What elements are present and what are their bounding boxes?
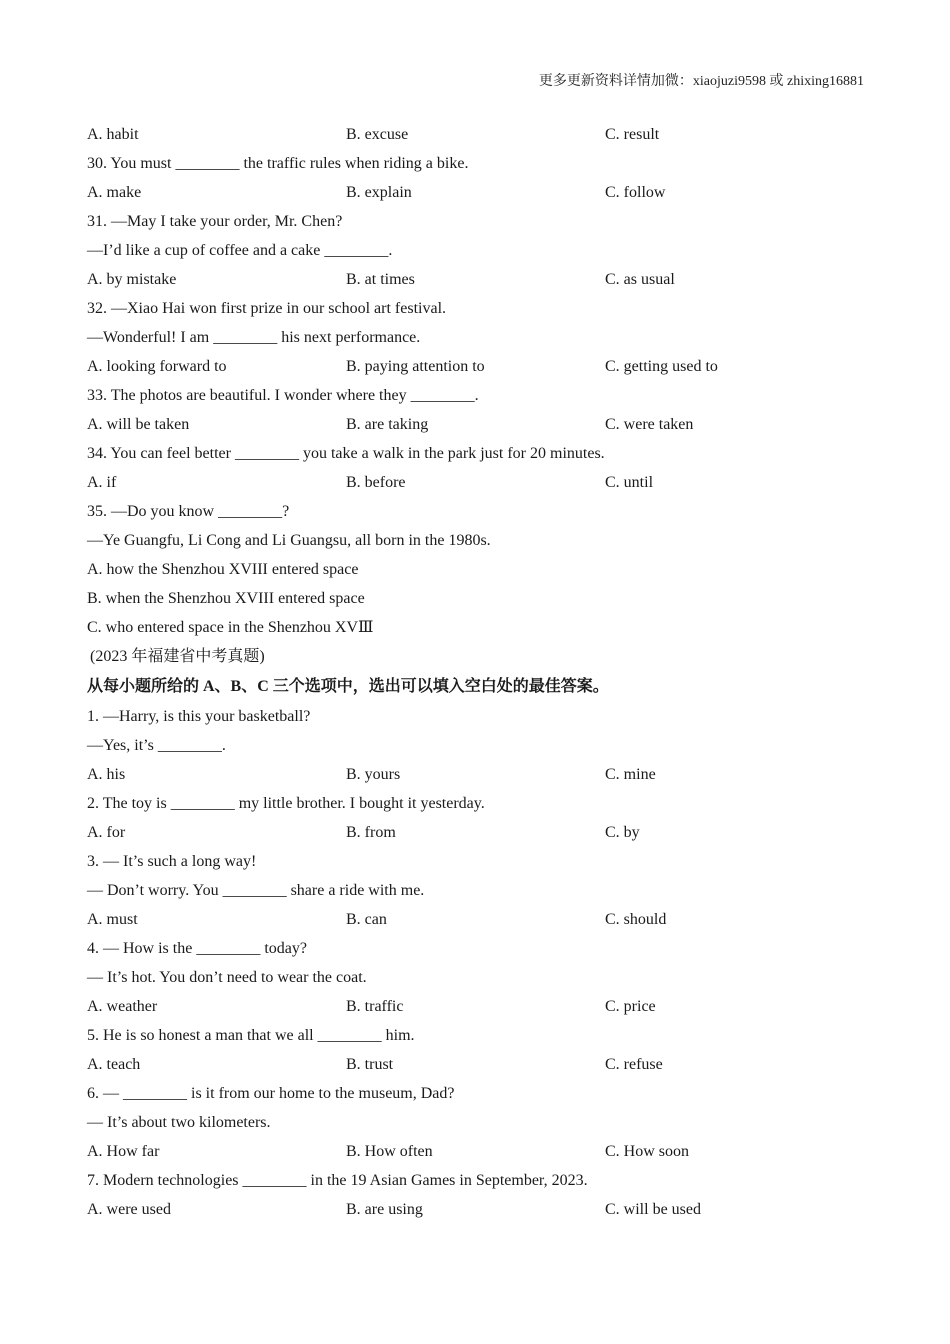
- q30-options: [87, 178, 887, 207]
- question-3-reply: — Don’t worry. You ________ share a ride with me.: [87, 882, 425, 899]
- option-c: C. until: [605, 474, 654, 491]
- q35-option-a: A. how the Shenzhou XVIII entered space: [87, 561, 359, 578]
- option-b: B. yours: [346, 766, 401, 783]
- section-instruction: 从每小题所给的 A、B、C 三个选项中，选出可以填入空白处的最佳答案。: [87, 678, 609, 695]
- question-list: [87, 120, 887, 1224]
- option-b: B. paying attention to: [346, 358, 485, 375]
- option-a: A. his: [87, 766, 126, 783]
- q3-options: [87, 905, 887, 934]
- q34-options: [87, 468, 887, 497]
- option-b: B. trust: [346, 1056, 394, 1073]
- question-3-prompt: 3. — It’s such a long way!: [87, 853, 257, 870]
- option-c: C. refuse: [605, 1056, 663, 1073]
- q6-options: [87, 1137, 887, 1166]
- option-c: C. were taken: [605, 416, 694, 433]
- option-b: B. can: [346, 911, 387, 928]
- q4-options: [87, 992, 887, 1021]
- page-header-note: 更多更新资料详情加微：xiaojuzi9598 或 zhixing16881: [538, 74, 864, 89]
- option-b: B. before: [346, 474, 406, 491]
- option-c: C. should: [605, 911, 667, 928]
- option-b: B. excuse: [346, 126, 409, 143]
- q5-options: [87, 1050, 887, 1079]
- q29-options: [87, 120, 887, 149]
- option-a: A. looking forward to: [87, 358, 227, 375]
- option-a: A. habit: [87, 126, 139, 143]
- q1-options: [87, 760, 887, 789]
- option-b: B. are using: [346, 1201, 423, 1218]
- option-c: C. getting used to: [605, 358, 718, 375]
- option-c: C. price: [605, 998, 656, 1015]
- q32-options: [87, 352, 887, 381]
- q7-options: [87, 1195, 887, 1224]
- option-c: C. follow: [605, 184, 666, 201]
- option-a: A. will be taken: [87, 416, 190, 433]
- question-7: 7. Modern technologies ________ in the 19 Asian Games in September, 2023.: [87, 1172, 588, 1189]
- question-34: 34. You can feel better ________ you take a walk in the park just for 20 minutes.: [87, 445, 605, 462]
- option-b: B. from: [346, 824, 396, 841]
- question-32-reply: —Wonderful! I am ________ his next performance.: [87, 329, 421, 346]
- question-35-prompt: 35. —Do you know ________?: [87, 503, 290, 520]
- option-c: C. by: [605, 824, 640, 841]
- q31-options: [87, 265, 887, 294]
- option-b: B. are taking: [346, 416, 429, 433]
- question-4-reply: — It’s hot. You don’t need to wear the coat.: [87, 969, 367, 986]
- option-a: A. by mistake: [87, 271, 177, 288]
- option-b: B. at times: [346, 271, 415, 288]
- question-2: 2. The toy is ________ my little brother. I bought it yesterday.: [87, 795, 485, 812]
- section-source: (2023 年福建省中考真题): [90, 648, 265, 665]
- question-31-reply: —I’d like a cup of coffee and a cake ________.: [87, 242, 393, 259]
- question-33: 33. The photos are beautiful. I wonder where they ________.: [87, 387, 479, 404]
- question-4-prompt: 4. — How is the ________ today?: [87, 940, 307, 957]
- q35-option-c: C. who entered space in the Shenzhou XVⅢ: [87, 619, 374, 636]
- option-b: B. How often: [346, 1143, 433, 1160]
- option-a: A. How far: [87, 1143, 160, 1160]
- question-1-reply: —Yes, it’s ________.: [87, 737, 226, 754]
- option-a: A. make: [87, 184, 142, 201]
- question-30: 30. You must ________ the traffic rules when riding a bike.: [87, 155, 469, 172]
- q33-options: [87, 410, 887, 439]
- option-a: A. must: [87, 911, 138, 928]
- question-6-reply: — It’s about two kilometers.: [87, 1114, 271, 1131]
- question-31-prompt: 31. —May I take your order, Mr. Chen?: [87, 213, 343, 230]
- q35-option-b: B. when the Shenzhou XVIII entered space: [87, 590, 365, 607]
- question-35-reply: —Ye Guangfu, Li Cong and Li Guangsu, all born in the 1980s.: [87, 532, 491, 549]
- option-c: C. result: [605, 126, 660, 143]
- q2-options: [87, 818, 887, 847]
- option-c: C. as usual: [605, 271, 675, 288]
- option-c: C. How soon: [605, 1143, 690, 1160]
- question-5: 5. He is so honest a man that we all ________ him.: [87, 1027, 415, 1044]
- option-b: B. explain: [346, 184, 412, 201]
- option-c: C. mine: [605, 766, 656, 783]
- question-1-prompt: 1. —Harry, is this your basketball?: [87, 708, 311, 725]
- option-a: A. if: [87, 474, 117, 491]
- option-b: B. traffic: [346, 998, 404, 1015]
- option-a: A. weather: [87, 998, 158, 1015]
- option-c: C. will be used: [605, 1201, 701, 1218]
- option-a: A. for: [87, 824, 126, 841]
- option-a: A. teach: [87, 1056, 141, 1073]
- option-a: A. were used: [87, 1201, 171, 1218]
- question-6-prompt: 6. — ________ is it from our home to the museum, Dad?: [87, 1085, 455, 1102]
- question-32-prompt: 32. —Xiao Hai won first prize in our school art festival.: [87, 300, 447, 317]
